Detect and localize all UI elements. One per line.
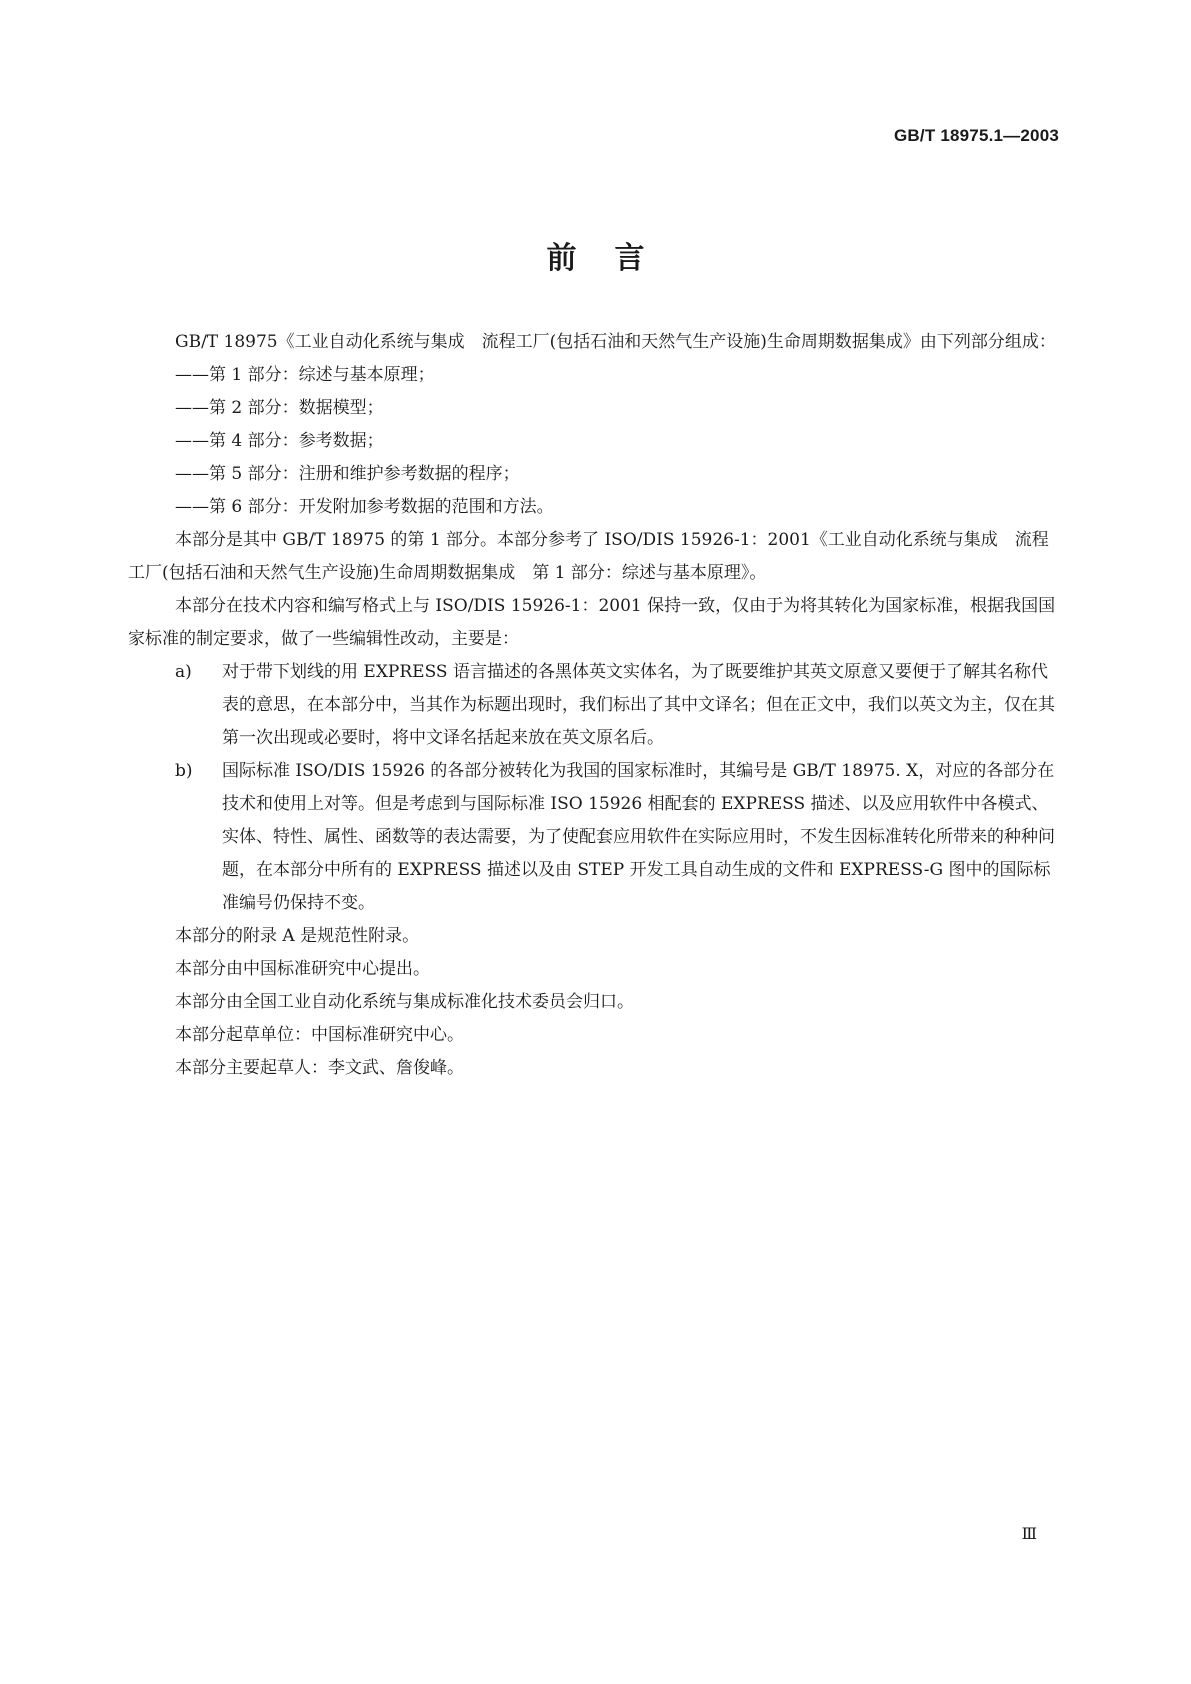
change-item-text: 对于带下划线的用 EXPRESS 语言描述的各黑体英文实体名，为了既要维护其英文原意又要便于了解其名称代表的意思，在本部分中，当其作为标题出现时，我们标出了其中文译名；但在正文中，我们以英文为主，仅在其第一次出现或必要时，将中文译名括起来放在英文原名后。: [222, 662, 1055, 748]
part-list-item: ——第 4 部分：参考数据；: [175, 431, 384, 451]
reference-paragraph: 本部分是其中 GB/T 18975 的第 1 部分。本部分参考了 ISO/DIS 15926-1：2001《工业自动化系统与集成 流程工厂(包括石油和天然气生产设施)生命周期数据集成 第 1 部分：综述与基本原理》。: [128, 530, 1049, 583]
proposer-paragraph: 本部分由中国标准研究中心提出。: [175, 959, 430, 979]
foreword-body: [128, 326, 1063, 1085]
committee-paragraph: 本部分由全国工业自动化系统与集成标准化技术委员会归口。: [175, 992, 634, 1012]
change-item-a: [128, 656, 1063, 755]
drafting-unit-paragraph: 本部分起草单位：中国标准研究中心。: [175, 1025, 464, 1045]
change-item-text: 国际标准 ISO/DIS 15926 的各部分被转化为我国的国家标准时，其编号是 GB/T 18975. X，对应的各部分在技术和使用上对等。但是考虑到与国际标准 ISO 15926 相配套的 EXPRESS 描述、以及应用软件中各模式、实体、特性、属性、函数等的表达需要，为了使配套应用软件在实际应用时，不发生因标准转化所带来的种种问题，在本部分中所有的 EXPRESS 描述以及由 STEP 开发工具自动生成的文件和 EXPRESS-G 图中的国际标准编号仍保持不变。: [222, 761, 1055, 913]
part-list-item: ——第 1 部分：综述与基本原理；: [175, 365, 435, 385]
change-item-b: [128, 755, 1063, 920]
change-item-label: a): [175, 662, 192, 682]
change-item-label: b): [175, 761, 193, 781]
page-title: 前言: [546, 241, 683, 276]
part-list-item: ——第 2 部分：数据模型；: [175, 398, 384, 418]
page-number: Ⅲ: [1021, 1524, 1037, 1543]
part-list-item: ——第 6 部分：开发附加参考数据的范围和方法。: [175, 497, 554, 517]
consistency-paragraph: 本部分在技术内容和编写格式上与 ISO/DIS 15926-1：2001 保持一致，仅由于为将其转化为国家标准，根据我国国家标准的制定要求，做了一些编辑性改动，主要是：: [128, 596, 1056, 649]
part-list-item: ——第 5 部分：注册和维护参考数据的程序；: [175, 464, 520, 484]
standard-number: GB/T 18975.1—2003: [894, 126, 1059, 145]
annex-paragraph: 本部分的附录 A 是规范性附录。: [175, 926, 420, 946]
drafters-paragraph: 本部分主要起草人：李文武、詹俊峰。: [175, 1058, 464, 1078]
intro-paragraph: GB/T 18975《工业自动化系统与集成 流程工厂(包括石油和天然气生产设施)生命周期数据集成》由下列部分组成：: [175, 332, 1056, 352]
